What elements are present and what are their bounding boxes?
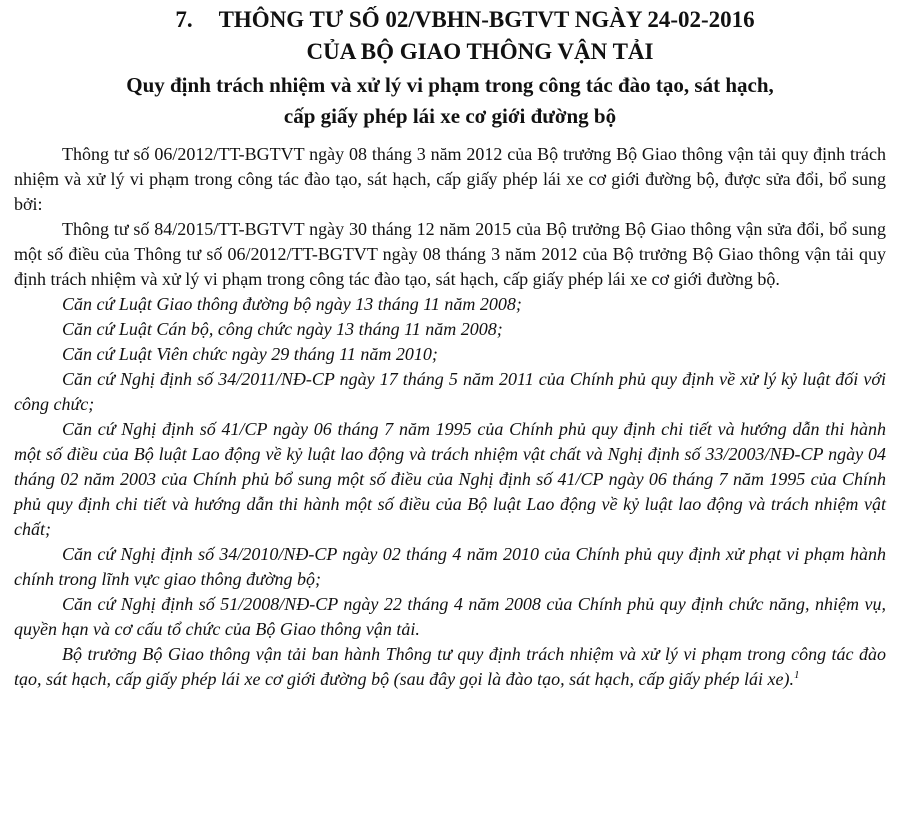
issuance-statement xyxy=(14,642,886,692)
subtitle-line-1: Quy định trách nhiệm và xử lý vi phạm trong công tác đào tạo, sát hạch, xyxy=(126,73,774,97)
paragraph-amendment: Thông tư số 84/2015/TT-BGTVT ngày 30 tháng 12 năm 2015 của Bộ trưởng Bộ Giao thông vận sửa đổi, bổ sung một số điều của Thông tư số 06/2012/TT-BGTVT ngày 08 tháng 3 năm 2012 của Bộ trưởng Bộ Giao thông vận tải quy định trách nhiệm và xử lý vi phạm trong công tác đào tạo, sát hạch, cấp giấy phép lái xe cơ giới đường bộ. xyxy=(14,219,886,289)
legal-basis-item: Căn cứ Nghị định số 34/2011/NĐ-CP ngày 17 tháng 5 năm 2011 của Chính phủ quy định về xử lý kỷ luật đối với công chức; xyxy=(14,369,886,414)
legal-basis-item: Căn cứ Nghị định số 41/CP ngày 06 tháng 7 năm 1995 của Chính phủ quy định chi tiết và hướng dẫn thi hành một số điều của Bộ luật Lao động về kỷ luật lao động và trách nhiệm vật chất và Nghị định số 33/2003/NĐ-CP ngày 04 tháng 02 năm 2003 của Chính phủ bổ sung một số điều của Nghị định số 41/CP ngày 06 tháng 7 năm 1995 của Chính phủ quy định chi tiết và hướng dẫn thi hành một số điều của Bộ luật Lao động về kỷ luật lao động và trách nhiệm vật chất; xyxy=(14,419,886,539)
legal-basis-item: Căn cứ Luật Cán bộ, công chức ngày 13 tháng 11 năm 2008; xyxy=(62,319,503,339)
document-subtitle xyxy=(14,70,886,132)
legal-basis-item: Căn cứ Luật Viên chức ngày 29 tháng 11 năm 2010; xyxy=(62,344,438,364)
title-text-1: THÔNG TƯ SỐ 02/VBHN-BGTVT NGÀY 24-02-2016 xyxy=(218,7,755,32)
legal-basis-item: Căn cứ Nghị định số 51/2008/NĐ-CP ngày 22 tháng 4 năm 2008 của Chính phủ quy định chức năng, nhiệm vụ, quyền hạn và cơ cấu tổ chức của Bộ Giao thông vận tải. xyxy=(14,594,886,639)
document-header xyxy=(14,4,886,132)
section-number: 7. xyxy=(175,7,193,32)
footnote-marker[interactable]: 1 xyxy=(794,669,800,681)
title-line-2: CỦA BỘ GIAO THÔNG VẬN TẢI xyxy=(306,39,654,64)
legal-basis-item: Căn cứ Luật Giao thông đường bộ ngày 13 tháng 11 năm 2008; xyxy=(62,294,522,314)
issuance-text: Bộ trưởng Bộ Giao thông vận tải ban hành Thông tư quy định trách nhiệm và xử lý vi phạm trong công tác đào tạo, sát hạch, cấp giấy phép lái xe cơ giới đường bộ (sau đây gọi là đào tạo, sát hạch, cấp giấy phép lái xe). xyxy=(14,644,886,689)
paragraph-preamble: Thông tư số 06/2012/TT-BGTVT ngày 08 tháng 3 năm 2012 của Bộ trưởng Bộ Giao thông vận tải quy định trách nhiệm và xử lý vi phạm trong công tác đào tạo, sát hạch, cấp giấy phép lái xe cơ giới đường bộ, được sửa đổi, bổ sung bởi: xyxy=(14,144,886,214)
subtitle-line-2: cấp giấy phép lái xe cơ giới đường bộ xyxy=(283,104,617,128)
document-body xyxy=(14,142,886,692)
legal-basis-item: Căn cứ Nghị định số 34/2010/NĐ-CP ngày 02 tháng 4 năm 2010 của Chính phủ quy định xử phạt vi phạm hành chính trong lĩnh vực giao thông đường bộ; xyxy=(14,544,886,589)
title-line-1 xyxy=(44,4,886,36)
